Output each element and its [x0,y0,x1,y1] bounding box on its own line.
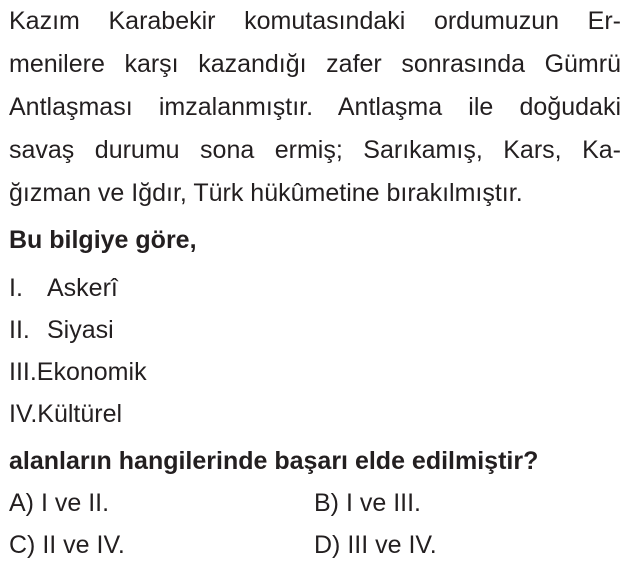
option-a[interactable] [9,483,314,523]
item-text: Askerî [47,274,118,302]
option-text: I ve III. [345,489,421,517]
list-item [9,393,621,435]
option-label: B) [314,489,339,517]
option-text: II ve IV. [42,531,125,559]
passage-line: Antlaşması imzalanmıştır. Antlaşma ile doğudaki [9,93,621,121]
passage-line: Kazım Karabekir komutasındaki ordumuzun Er- [9,7,621,35]
item-number: II. [9,316,30,344]
question-block [9,0,621,565]
roman-list [9,267,621,435]
passage-line: savaş durumu sona ermiş; Sarıkamış, Kars, Ka- [9,136,621,164]
list-item [9,267,621,309]
answer-options [9,483,621,565]
passage [9,0,621,215]
option-c[interactable] [9,525,314,565]
option-label: C) [9,531,36,559]
question-prompt: Bu bilgiye göre, [9,226,197,254]
passage-line: menilere karşı kazandığı zafer sonrasında Gümrü [9,50,621,78]
option-text: I ve II. [40,489,110,517]
item-text: Kültürel [37,400,123,428]
option-text: III ve IV. [347,531,437,559]
option-label: A) [9,489,34,517]
list-item [9,309,621,351]
question-text: alanların hangilerinde başarı elde edilmiştir? [9,447,539,475]
passage-line: ğızman ve Iğdır, Türk hükûmetine bırakılmıştır. [9,179,523,207]
item-text: Siyasi [47,316,114,344]
option-label: D) [314,531,341,559]
item-number: I. [9,274,23,302]
option-d[interactable] [314,525,614,565]
list-item [9,351,621,393]
option-b[interactable] [314,483,614,523]
item-number: III. [9,358,37,386]
item-number: IV. [9,400,38,428]
item-text: Ekonomik [36,358,147,386]
